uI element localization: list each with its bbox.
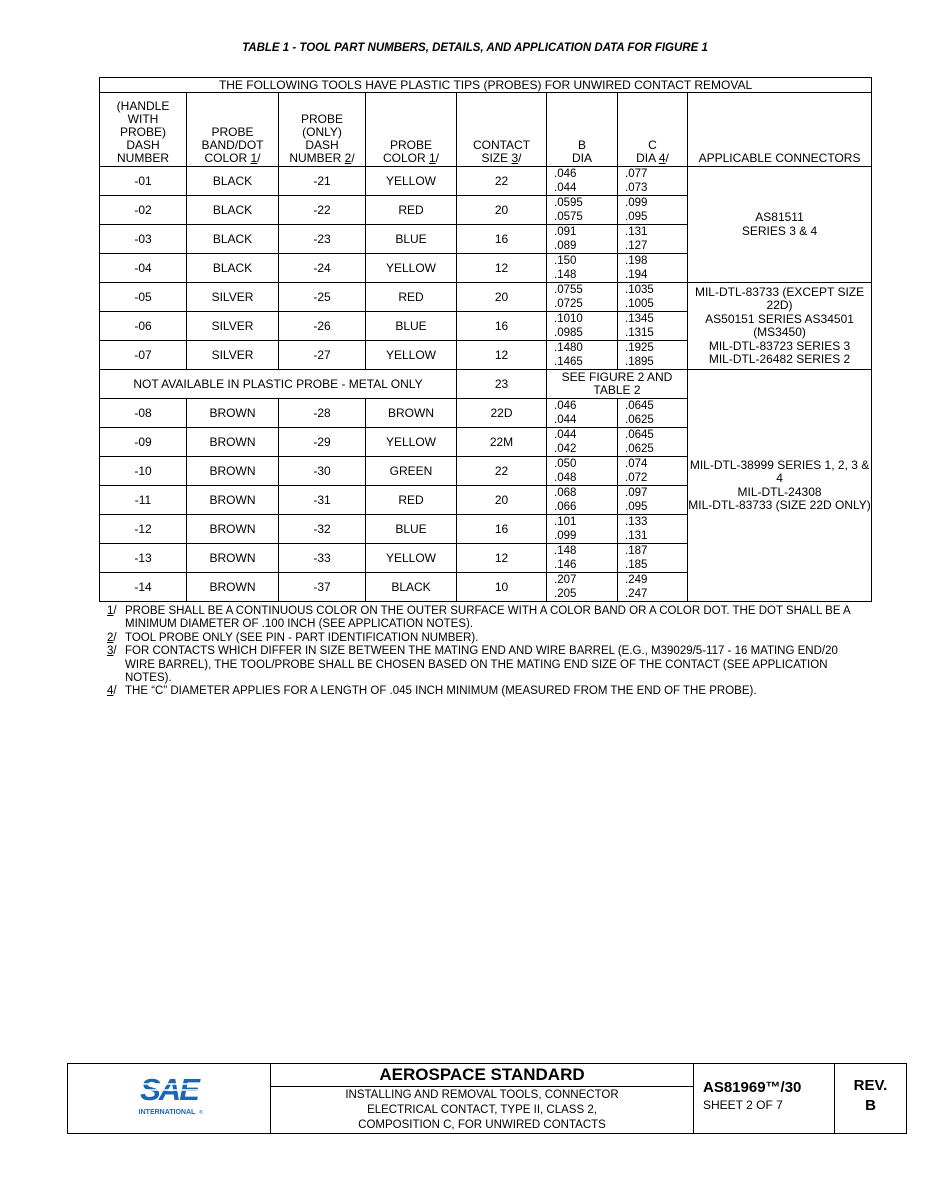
contact-size: 20 xyxy=(457,283,547,312)
probe-band-color: BROWN xyxy=(187,515,279,544)
text-line: .077 xyxy=(625,168,648,180)
contact-size: 12 xyxy=(457,341,547,370)
text-line: .127 xyxy=(625,240,648,252)
c-dia xyxy=(618,428,688,457)
b-dia xyxy=(547,312,618,341)
footnote-ref: 3 xyxy=(511,151,519,165)
text-line: .097 xyxy=(625,487,648,499)
contact-size: 12 xyxy=(457,544,547,573)
text-line: .099 xyxy=(554,530,577,542)
b-dia xyxy=(547,341,618,370)
text-line: MIL-DTL-83733 (EXCEPT SIZE 22D) xyxy=(694,284,865,312)
footnote-text: THE “C” DIAMETER APPLIES FOR A LENGTH OF .045 INCH MINIMUM (MEASURED FROM THE END OF THE PROBE). xyxy=(125,685,757,698)
contact-size: 22M xyxy=(457,428,547,457)
footnote-slash: / xyxy=(518,151,522,165)
text-line: .1345 xyxy=(625,313,654,325)
probe-band-color: BROWN xyxy=(187,544,279,573)
text-line: MIL-DTL-38999 SERIES 1, 2, 3 & 4 xyxy=(689,457,870,485)
c-dia xyxy=(618,486,688,515)
text-line: .247 xyxy=(625,588,648,600)
c-dia xyxy=(618,312,688,341)
text-line: .0575 xyxy=(554,211,583,223)
revision-label: REV. xyxy=(853,1077,888,1094)
probe-dash-number: -32 xyxy=(279,515,366,544)
header-line: C xyxy=(648,138,657,152)
text-line: .1925 xyxy=(625,342,654,354)
handle-dash-number: -03 xyxy=(100,225,187,254)
revision-value: B xyxy=(865,1097,876,1114)
footnote-text: PROBE SHALL BE A CONTINUOUS COLOR ON THE OUTER SURFACE WITH A COLOR BAND OR A COLOR DOT. THE DOT SHALL BE A MINIMUM DIAMETER OF .100 INCH (SEE APPLICATION NOTES). xyxy=(125,605,851,631)
b-dia xyxy=(547,515,618,544)
text-line: .131 xyxy=(625,226,648,238)
sae-logo-cell xyxy=(68,1064,271,1134)
c-dia xyxy=(618,225,688,254)
header-row xyxy=(100,93,872,167)
text-line: .044 xyxy=(554,182,577,194)
header-line: NUMBER xyxy=(116,151,169,165)
header-line: PROBE xyxy=(211,125,254,139)
text-line: .0645 xyxy=(625,400,654,412)
probe-color: BLUE xyxy=(366,312,457,341)
applicable-connectors-group-2 xyxy=(688,283,872,370)
c-dia xyxy=(618,457,688,486)
text-line: .046 xyxy=(554,400,577,412)
text-line: .185 xyxy=(625,559,648,571)
handle-dash-number: -02 xyxy=(100,196,187,225)
footnote-ref: 4 xyxy=(658,151,666,165)
handle-dash-number: -05 xyxy=(100,283,187,312)
header-applicable-connectors: APPLICABLE CONNECTORS xyxy=(688,93,872,167)
text-line: .048 xyxy=(554,472,577,484)
header-line: DIA xyxy=(571,151,592,165)
description-line: ELECTRICAL CONTACT, TYPE II, CLASS 2, xyxy=(367,1104,597,1116)
text-line: .072 xyxy=(625,472,648,484)
text-line: .205 xyxy=(554,588,577,600)
probe-dash-number: -30 xyxy=(279,457,366,486)
probe-band-color: SILVER xyxy=(187,283,279,312)
c-dia xyxy=(618,283,688,312)
metal-only-note: NOT AVAILABLE IN PLASTIC PROBE - METAL ONLY xyxy=(100,370,457,399)
document-number: AS81969™/30 xyxy=(703,1079,802,1096)
footnote-number-digit: 1 xyxy=(107,605,114,617)
description-line: COMPOSITION C, FOR UNWIRED CONTACTS xyxy=(358,1119,606,1131)
footnote-number xyxy=(107,685,125,698)
text-line: .150 xyxy=(554,255,577,267)
title-block xyxy=(67,1063,907,1134)
b-dia xyxy=(547,399,618,428)
header-handle-dash-number xyxy=(100,93,187,167)
footnote xyxy=(107,685,867,698)
see-figure-note: SEE FIGURE 2 AND TABLE 2 xyxy=(547,370,688,399)
text-line: .148 xyxy=(554,545,577,557)
header-line: COLOR xyxy=(382,151,429,165)
text-line: .089 xyxy=(554,240,577,252)
probe-color: YELLOW xyxy=(366,254,457,283)
handle-dash-number: -08 xyxy=(100,399,187,428)
text-line: .1010 xyxy=(554,313,583,325)
footnote-slash: / xyxy=(665,151,669,165)
header-c-dia xyxy=(618,93,688,167)
text-line: .0985 xyxy=(554,327,583,339)
sae-logo-subtitle: INTERNATIONAL xyxy=(138,1109,196,1116)
header-line: PROBE xyxy=(389,138,432,152)
text-line: SERIES 3 & 4 xyxy=(741,223,818,238)
header-line: DASH xyxy=(305,138,339,152)
probe-color: BROWN xyxy=(366,399,457,428)
probe-dash-number: -22 xyxy=(279,196,366,225)
probe-color: BLUE xyxy=(366,225,457,254)
probe-band-color: SILVER xyxy=(187,341,279,370)
probe-dash-number: -33 xyxy=(279,544,366,573)
text-line: .074 xyxy=(625,458,648,470)
text-line: .101 xyxy=(554,516,577,528)
probe-dash-number: -37 xyxy=(279,573,366,602)
handle-dash-number: -13 xyxy=(100,544,187,573)
metal-only-row xyxy=(100,370,872,399)
c-dia xyxy=(618,515,688,544)
probe-band-color: BROWN xyxy=(187,573,279,602)
probe-band-color: BLACK xyxy=(187,196,279,225)
header-probe-dash-number xyxy=(279,93,366,167)
text-line: .133 xyxy=(625,516,648,528)
probe-dash-number: -21 xyxy=(279,167,366,196)
footnote-slash: / xyxy=(113,631,117,644)
contact-size: 22 xyxy=(457,167,547,196)
text-line: AS50151 SERIES AS34501 (MS3450) xyxy=(705,311,854,339)
probe-band-color: BROWN xyxy=(187,399,279,428)
footnote xyxy=(107,605,867,632)
header-probe-color xyxy=(366,93,457,167)
footnote-slash: / xyxy=(435,151,440,165)
applicable-connectors-group-1 xyxy=(688,167,872,283)
footnote-slash: / xyxy=(113,645,117,658)
text-line: MIL-DTL-24308 xyxy=(737,484,822,499)
probe-color: RED xyxy=(366,196,457,225)
contact-size: 20 xyxy=(457,196,547,225)
c-dia xyxy=(618,399,688,428)
c-dia xyxy=(618,167,688,196)
footnote-slash: / xyxy=(113,685,117,698)
c-dia xyxy=(618,573,688,602)
document-number-cell xyxy=(694,1064,835,1134)
probe-dash-number: -23 xyxy=(279,225,366,254)
tool-table xyxy=(99,77,872,602)
text-line: .050 xyxy=(554,458,577,470)
header-line: PROBE xyxy=(300,112,343,126)
probe-color: BLACK xyxy=(366,573,457,602)
probe-color: YELLOW xyxy=(366,428,457,457)
handle-dash-number: -11 xyxy=(100,486,187,515)
header-line: PROBE) xyxy=(119,125,166,139)
footnote-number-digit: 3 xyxy=(107,645,114,658)
table-row xyxy=(100,283,872,312)
b-dia xyxy=(547,225,618,254)
probe-dash-number: -31 xyxy=(279,486,366,515)
text-line: .044 xyxy=(554,414,577,426)
sae-logo xyxy=(129,1074,209,1118)
probe-dash-number: -24 xyxy=(279,254,366,283)
sae-logo-registered-mark: ® xyxy=(199,1110,203,1116)
probe-color: RED xyxy=(366,486,457,515)
probe-dash-number: -29 xyxy=(279,428,366,457)
text-line: .091 xyxy=(554,226,577,238)
text-line: AS81511 xyxy=(755,210,804,224)
text-line: .198 xyxy=(625,255,648,267)
text-line: .1465 xyxy=(554,356,583,368)
handle-dash-number: -07 xyxy=(100,341,187,370)
footnote-slash: / xyxy=(351,151,355,165)
standard-title: AEROSPACE STANDARD xyxy=(271,1064,693,1087)
text-line: .1005 xyxy=(625,298,654,310)
handle-dash-number: -04 xyxy=(100,254,187,283)
probe-color: GREEN xyxy=(366,457,457,486)
header-line: SIZE xyxy=(481,151,512,165)
c-dia xyxy=(618,544,688,573)
table-banner: THE FOLLOWING TOOLS HAVE PLASTIC TIPS (PROBES) FOR UNWIRED CONTACT REMOVAL xyxy=(100,78,872,93)
footnote-ref: 1 xyxy=(250,151,258,165)
footnote-text: FOR CONTACTS WHICH DIFFER IN SIZE BETWEEN THE MATING END AND WIRE BARREL (E.G., M39029/5-117 - 16 MATING END/20 WIRE BARREL), THE TOOL/PROBE SHALL BE CHOSEN BASED ON THE MATING END SIZE OF THE CONTACT (SEE APPLICATION NOTES). xyxy=(125,645,838,685)
contact-size: 12 xyxy=(457,254,547,283)
b-dia xyxy=(547,428,618,457)
text-line: .131 xyxy=(625,530,648,542)
contact-size: 16 xyxy=(457,515,547,544)
probe-dash-number: -26 xyxy=(279,312,366,341)
text-line: .095 xyxy=(625,501,648,513)
footnote-number-digit: 2 xyxy=(107,631,114,644)
text-line: .0625 xyxy=(625,443,654,455)
text-line: MIL-DTL-83733 (SIZE 22D ONLY) xyxy=(688,498,871,512)
footnote xyxy=(107,632,867,645)
probe-dash-number: -27 xyxy=(279,341,366,370)
probe-band-color: BLACK xyxy=(187,254,279,283)
b-dia xyxy=(547,196,618,225)
c-dia xyxy=(618,254,688,283)
b-dia xyxy=(547,254,618,283)
text-line: .1315 xyxy=(625,327,654,339)
text-line: MIL-DTL-26482 SERIES 2 xyxy=(708,352,851,366)
contact-size: 23 xyxy=(457,370,547,399)
header-contact-size xyxy=(457,93,547,167)
text-line: .249 xyxy=(625,574,648,586)
probe-band-color: BROWN xyxy=(187,428,279,457)
header-line: B xyxy=(577,138,586,152)
text-line: .073 xyxy=(625,182,648,194)
text-line: .068 xyxy=(554,487,577,499)
probe-color: YELLOW xyxy=(366,544,457,573)
contact-size: 10 xyxy=(457,573,547,602)
table-title: TABLE 1 - TOOL PART NUMBERS, DETAILS, AND APPLICATION DATA FOR FIGURE 1 xyxy=(242,42,708,54)
standard-title-cell xyxy=(271,1064,694,1134)
b-dia xyxy=(547,283,618,312)
footnote-number xyxy=(107,605,125,632)
handle-dash-number: -01 xyxy=(100,167,187,196)
footnote-ref: 2 xyxy=(344,151,352,165)
b-dia xyxy=(547,544,618,573)
footnote-slash: / xyxy=(113,605,117,617)
sae-logo-wordmark: SAE xyxy=(140,1074,198,1107)
text-line: .1035 xyxy=(625,284,654,296)
header-line: NUMBER xyxy=(289,151,345,165)
text-line: .044 xyxy=(554,429,577,441)
header-line: WITH xyxy=(127,112,159,126)
header-line: BAND/DOT xyxy=(201,138,264,152)
text-line: .1895 xyxy=(625,356,654,368)
c-dia xyxy=(618,196,688,225)
probe-color: BLUE xyxy=(366,515,457,544)
footnote-number-digit: 4 xyxy=(107,685,114,698)
header-line: (HANDLE xyxy=(116,99,170,113)
text-line: MIL-DTL-83723 SERIES 3 xyxy=(708,338,851,353)
handle-dash-number: -10 xyxy=(100,457,187,486)
handle-dash-number: -06 xyxy=(100,312,187,341)
footnote-slash: / xyxy=(257,151,261,165)
applicable-connectors-group-3 xyxy=(688,370,872,602)
b-dia xyxy=(547,457,618,486)
probe-band-color: SILVER xyxy=(187,312,279,341)
handle-dash-number: -12 xyxy=(100,515,187,544)
footnote-number xyxy=(107,645,125,685)
revision-cell xyxy=(835,1064,907,1134)
header-line: CONTACT xyxy=(472,138,531,152)
text-line: .187 xyxy=(625,545,648,557)
text-line: .1480 xyxy=(554,342,583,354)
probe-color: RED xyxy=(366,283,457,312)
b-dia xyxy=(547,486,618,515)
contact-size: 16 xyxy=(457,312,547,341)
sheet-number: SHEET 2 OF 7 xyxy=(703,1098,783,1112)
probe-band-color: BROWN xyxy=(187,457,279,486)
footnote-number xyxy=(107,632,125,645)
header-b-dia xyxy=(547,93,618,167)
text-line: .0595 xyxy=(554,197,583,209)
probe-dash-number: -25 xyxy=(279,283,366,312)
header-line: (ONLY) xyxy=(302,125,342,139)
text-line: .0755 xyxy=(554,284,583,296)
handle-dash-number: -14 xyxy=(100,573,187,602)
text-line: .099 xyxy=(625,197,648,209)
text-line: .066 xyxy=(554,501,577,513)
contact-size: 22 xyxy=(457,457,547,486)
header-probe-band-color xyxy=(187,93,279,167)
text-line: .095 xyxy=(625,211,648,223)
b-dia xyxy=(547,573,618,602)
c-dia xyxy=(618,341,688,370)
table-row xyxy=(100,167,872,196)
header-line: DIA xyxy=(636,151,659,165)
text-line: .0725 xyxy=(554,298,583,310)
header-line: DASH xyxy=(126,138,160,152)
probe-band-color: BROWN xyxy=(187,486,279,515)
probe-band-color: BLACK xyxy=(187,167,279,196)
footnotes xyxy=(107,605,867,699)
footnote xyxy=(107,645,867,685)
header-line: COLOR xyxy=(204,151,251,165)
text-line: .146 xyxy=(554,559,577,571)
standard-description xyxy=(271,1087,693,1133)
footnote-text: TOOL PROBE ONLY (SEE PIN - PART IDENTIFICATION NUMBER). xyxy=(125,631,479,644)
text-line: .207 xyxy=(554,574,577,586)
probe-color: YELLOW xyxy=(366,167,457,196)
contact-size: 22D xyxy=(457,399,547,428)
contact-size: 16 xyxy=(457,225,547,254)
text-line: .148 xyxy=(554,269,577,281)
text-line: .0645 xyxy=(625,429,654,441)
footnote-ref: 1 xyxy=(428,151,436,165)
contact-size: 20 xyxy=(457,486,547,515)
handle-dash-number: -09 xyxy=(100,428,187,457)
text-line: .194 xyxy=(625,269,648,281)
text-line: .0625 xyxy=(625,414,654,426)
text-line: .046 xyxy=(554,168,577,180)
probe-band-color: BLACK xyxy=(187,225,279,254)
probe-color: YELLOW xyxy=(366,341,457,370)
probe-dash-number: -28 xyxy=(279,399,366,428)
b-dia xyxy=(547,167,618,196)
text-line: .042 xyxy=(554,443,577,455)
description-line: INSTALLING AND REMOVAL TOOLS, CONNECTOR xyxy=(345,1089,619,1101)
